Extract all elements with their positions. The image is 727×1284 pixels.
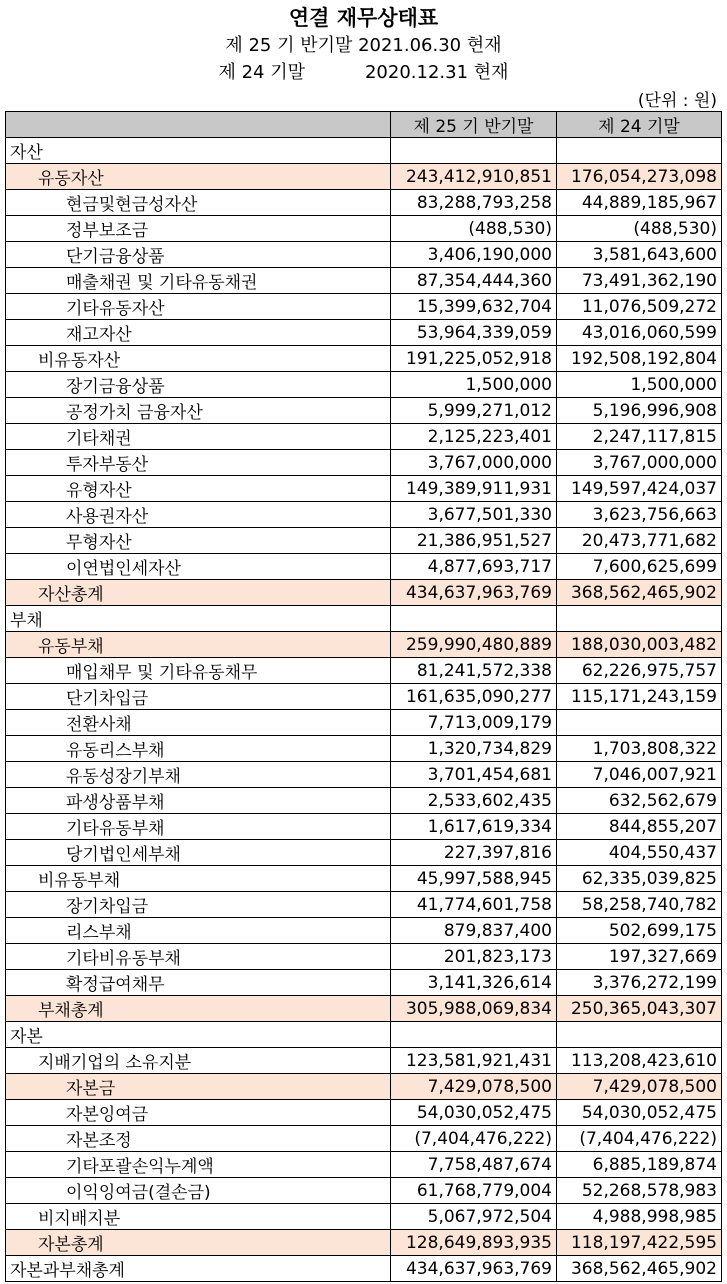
table-row [6,1048,722,1074]
current-period-value: 149,389,911,931 [391,476,557,502]
current-period-value: 53,964,339,059 [391,320,557,346]
row-label: 리스부채 [6,918,391,944]
table-row [6,216,722,242]
table-row [6,814,722,840]
table-row [6,866,722,892]
table-row [6,840,722,866]
current-period-value: 259,990,480,889 [391,632,557,658]
prior-period-value: 113,208,423,610 [557,1048,722,1074]
row-label: 재고자산 [6,320,391,346]
prior-period-value: (7,404,476,222) [557,1126,722,1152]
current-period-value: 41,774,601,758 [391,892,557,918]
current-period-value: 128,649,893,935 [391,1230,557,1256]
current-period-value: 83,288,793,258 [391,190,557,216]
current-period-value: 1,617,619,334 [391,814,557,840]
current-period-value: 5,067,972,504 [391,1204,557,1230]
table-row [6,1100,722,1126]
prior-period-value: 118,197,422,595 [557,1230,722,1256]
prior-period-value: 54,030,052,475 [557,1100,722,1126]
table-row [6,944,722,970]
current-period-value: 201,823,173 [391,944,557,970]
current-period-value: 7,758,487,674 [391,1152,557,1178]
row-label: 부채총계 [6,996,391,1022]
row-label: 전환사채 [6,710,391,736]
table-row [6,242,722,268]
prior-period-value: 192,508,192,804 [557,346,722,372]
prior-period-value: 7,429,078,500 [557,1074,722,1100]
prior-period-label: 제 24 기말 [218,62,305,83]
prior-period-value: 250,365,043,307 [557,996,722,1022]
table-row [6,164,722,190]
prior-period-value [557,606,722,632]
table-row [6,528,722,554]
prior-period-value: 502,699,175 [557,918,722,944]
row-label: 현금및현금성자산 [6,190,391,216]
row-label: 당기법인세부채 [6,840,391,866]
row-label: 투자부동산 [6,450,391,476]
table-row [6,554,722,580]
prior-period-value: 368,562,465,902 [557,1256,722,1282]
current-period-value: 1,320,734,829 [391,736,557,762]
current-period-value: 4,877,693,717 [391,554,557,580]
prior-period-value: 62,226,975,757 [557,658,722,684]
row-label: 자본총계 [6,1230,391,1256]
table-row [6,1178,722,1204]
prior-period-value: 176,054,273,098 [557,164,722,190]
prior-period-value: 6,885,189,874 [557,1152,722,1178]
row-label: 자산총계 [6,580,391,606]
prior-period-value [557,710,722,736]
prior-period-value: 44,889,185,967 [557,190,722,216]
current-period-value [391,138,557,164]
current-period-value: 54,030,052,475 [391,1100,557,1126]
table-row [6,996,722,1022]
current-period-value: 191,225,052,918 [391,346,557,372]
table-row [6,346,722,372]
current-period-value [391,606,557,632]
table-row [6,372,722,398]
row-label: 매출채권 및 기타유동채권 [6,268,391,294]
prior-period-value: 1,703,808,322 [557,736,722,762]
prior-period-value [557,1022,722,1048]
row-label: 부채 [6,606,391,632]
row-label: 매입채무 및 기타유동채무 [6,658,391,684]
row-label: 기타유동자산 [6,294,391,320]
row-label: 기타포괄손익누계액 [6,1152,391,1178]
header-current-period: 제 25 기 반기말 [391,112,557,138]
row-label: 지배기업의 소유지분 [6,1048,391,1074]
table-row [6,1230,722,1256]
prior-period-value: 149,597,424,037 [557,476,722,502]
current-period-value: 5,999,271,012 [391,398,557,424]
current-period-value: 45,997,588,945 [391,866,557,892]
prior-period-value: 1,500,000 [557,372,722,398]
current-period-value: 3,406,190,000 [391,242,557,268]
prior-period-value: 197,327,669 [557,944,722,970]
table-body [6,138,722,1282]
current-period-value: (488,530) [391,216,557,242]
current-period-value: 3,141,326,614 [391,970,557,996]
current-period-value: 2,125,223,401 [391,424,557,450]
table-row [6,294,722,320]
row-label: 기타비유동부채 [6,944,391,970]
current-period-value [391,1022,557,1048]
row-label: 유동자산 [6,164,391,190]
row-label: 유동리스부채 [6,736,391,762]
table-header-row [6,112,722,138]
current-period-value: (7,404,476,222) [391,1126,557,1152]
row-label: 유형자산 [6,476,391,502]
prior-period-value: 5,196,996,908 [557,398,722,424]
table-row [6,684,722,710]
table-row [6,190,722,216]
row-label: 장기차입금 [6,892,391,918]
current-period-value: 7,713,009,179 [391,710,557,736]
table-row [6,1152,722,1178]
row-label: 비지배지분 [6,1204,391,1230]
row-label: 정부보조금 [6,216,391,242]
row-label: 사용권자산 [6,502,391,528]
prior-period-value [557,138,722,164]
row-label: 유동성장기부채 [6,762,391,788]
prior-period-value: 3,376,272,199 [557,970,722,996]
row-label: 확정급여채무 [6,970,391,996]
table-row [6,450,722,476]
row-label: 파생상품부채 [6,788,391,814]
prior-period-value: 115,171,243,159 [557,684,722,710]
current-period-value: 161,635,090,277 [391,684,557,710]
current-period-value: 434,637,963,769 [391,1256,557,1282]
prior-period-value: 3,767,000,000 [557,450,722,476]
prior-period-value: 3,623,756,663 [557,502,722,528]
table-row [6,398,722,424]
row-label: 무형자산 [6,528,391,554]
table-row [6,632,722,658]
row-label: 단기차입금 [6,684,391,710]
row-label: 단기금융상품 [6,242,391,268]
prior-period-value: 11,076,509,272 [557,294,722,320]
prior-period-value: 52,268,578,983 [557,1178,722,1204]
table-row [6,892,722,918]
prior-period-value: 2,247,117,815 [557,424,722,450]
prior-period-value: 7,046,007,921 [557,762,722,788]
prior-period-value: 20,473,771,682 [557,528,722,554]
table-row [6,762,722,788]
current-period-value: 434,637,963,769 [391,580,557,606]
current-period-line: 제 25 기 반기말 2021.06.30 현재 [225,35,502,56]
prior-period-value: 43,016,060,599 [557,320,722,346]
table-row [6,424,722,450]
prior-period-value: 844,855,207 [557,814,722,840]
table-row [6,658,722,684]
header-prior-period: 제 24 기말 [557,112,722,138]
prior-period-value: 3,581,643,600 [557,242,722,268]
current-period-value: 15,399,632,704 [391,294,557,320]
table-row [6,138,722,164]
row-label: 이연법인세자산 [6,554,391,580]
table-row [6,736,722,762]
table-row [6,710,722,736]
table-row [6,970,722,996]
table-row [6,268,722,294]
row-label: 자본금 [6,1074,391,1100]
table-row [6,476,722,502]
current-period-value: 243,412,910,851 [391,164,557,190]
table-row [6,1074,722,1100]
current-period-value: 21,386,951,527 [391,528,557,554]
row-label: 장기금융상품 [6,372,391,398]
row-label: 자본잉여금 [6,1100,391,1126]
current-period-value: 7,429,078,500 [391,1074,557,1100]
statement-title: 연결 재무상태표 [288,6,439,30]
current-period-value: 3,677,501,330 [391,502,557,528]
current-period-value: 1,500,000 [391,372,557,398]
row-label: 비유동부채 [6,866,391,892]
prior-period-value: 7,600,625,699 [557,554,722,580]
row-label: 기타유동부채 [6,814,391,840]
row-label: 자본 [6,1022,391,1048]
current-period-value: 123,581,921,431 [391,1048,557,1074]
unit-label: (단위 : 원) [637,91,717,111]
prior-period-value: 368,562,465,902 [557,580,722,606]
table-row [6,1204,722,1230]
current-period-value: 227,397,816 [391,840,557,866]
row-label: 자본조정 [6,1126,391,1152]
current-period-value: 61,768,779,004 [391,1178,557,1204]
row-label: 비유동자산 [6,346,391,372]
current-period-value: 305,988,069,834 [391,996,557,1022]
table-row [6,1126,722,1152]
prior-period-value: 73,491,362,190 [557,268,722,294]
table-row [6,320,722,346]
current-period-value: 87,354,444,360 [391,268,557,294]
prior-period-line [0,58,727,84]
row-label: 공정가치 금융자산 [6,398,391,424]
current-period-value: 3,701,454,681 [391,762,557,788]
table-row [6,502,722,528]
table-row [6,918,722,944]
table-row [6,580,722,606]
prior-period-value: 404,550,437 [557,840,722,866]
table-row [6,606,722,632]
table-row [6,1022,722,1048]
row-label: 자산 [6,138,391,164]
prior-period-value: 188,030,003,482 [557,632,722,658]
prior-period-date: 2020.12.31 현재 [364,62,509,83]
prior-period-value: 58,258,740,782 [557,892,722,918]
balance-sheet-table [5,111,722,1282]
prior-period-value: 4,988,998,985 [557,1204,722,1230]
current-period-value: 81,241,572,338 [391,658,557,684]
table-row [6,788,722,814]
prior-period-value: 62,335,039,825 [557,866,722,892]
row-label: 이익잉여금(결손금) [6,1178,391,1204]
header-item [6,112,391,138]
table-row [6,1256,722,1282]
prior-period-value: (488,530) [557,216,722,242]
current-period-value: 2,533,602,435 [391,788,557,814]
row-label: 기타채권 [6,424,391,450]
current-period-value: 879,837,400 [391,918,557,944]
row-label: 유동부채 [6,632,391,658]
prior-period-value: 632,562,679 [557,788,722,814]
current-period-value: 3,767,000,000 [391,450,557,476]
row-label: 자본과부채총계 [6,1256,391,1282]
